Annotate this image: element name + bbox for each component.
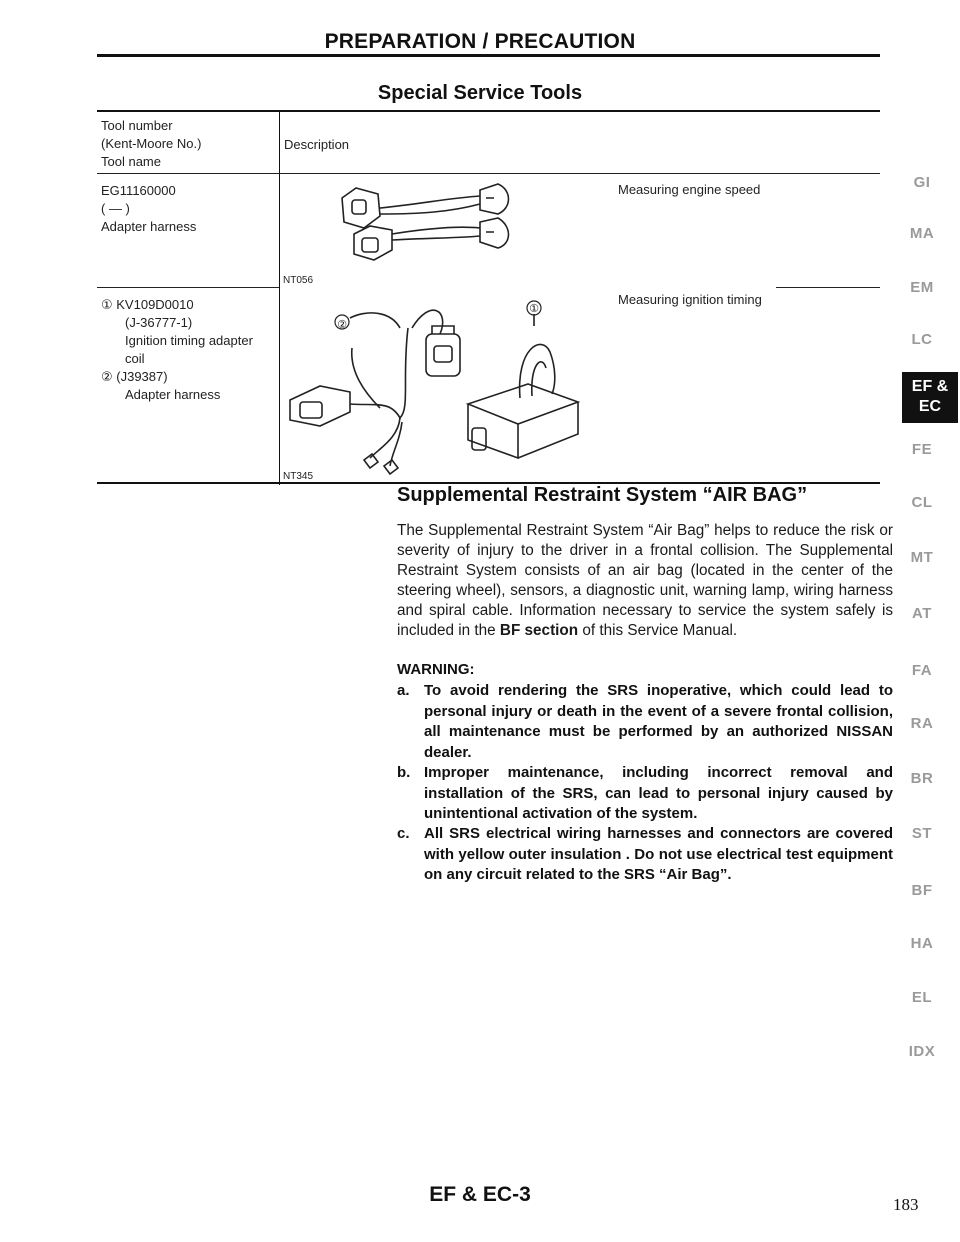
side-index-fe[interactable]: FE [911, 441, 933, 458]
table-row [101, 182, 196, 236]
side-index-lc[interactable]: LC [911, 331, 933, 348]
table-row-rule-right [776, 287, 880, 288]
airbag-section-title: Supplemental Restraint System “AIR BAG” [397, 484, 808, 506]
figure-code: NT345 [283, 471, 314, 482]
side-index-st[interactable]: ST [911, 825, 933, 842]
callout-1-label: ① [529, 303, 539, 315]
tool-number: EG11160000 [101, 183, 176, 198]
side-index-bf[interactable]: BF [911, 882, 933, 899]
footer-section-code: EF & EC-3 [429, 1183, 531, 1206]
airbag-paragraph [397, 521, 893, 641]
tool-description: Measuring engine speed [618, 182, 761, 197]
table-top-rule [97, 110, 880, 112]
side-index-idx[interactable]: IDX [908, 1043, 936, 1060]
figure-code: NT056 [283, 275, 314, 286]
kent-moore-number-2: ② (J39387) [101, 369, 168, 384]
airbag-paragraph-text: The Supplemental Restraint System “Air Bag” helps to reduce the risk or severity of injury to the driver in a frontal collision. The Supplemental Restraint System consists of an air bag (located in the center of the steering wheel), sensors, a diagnostic unit, warning lamp, wiring harness and spiral cable. Information necessary to service the system safely is included in the [397, 522, 893, 639]
page-header-title: PREPARATION / PRECAUTION [324, 30, 636, 53]
page-number: 183 [893, 1195, 919, 1214]
warning-text: All SRS electrical wiring harnesses and connectors are covered with yellow outer insulation . Do not use electrical test equipment on any circuit related to the SRS “Air Bag”. [424, 825, 893, 883]
header-tool-name: Tool name [101, 154, 161, 169]
kent-moore-number-1: (J-36777-1) [125, 315, 193, 330]
header-rule [97, 54, 880, 57]
side-index-el[interactable]: EL [911, 989, 933, 1006]
table-header-rule [97, 173, 880, 174]
active-tab-line1: EF & [911, 378, 949, 395]
header-kent-moore: (Kent-Moore No.) [101, 136, 202, 151]
table-row-rule [97, 287, 279, 288]
adapter-harness-illustration [330, 176, 530, 276]
table-row [101, 296, 253, 404]
airbag-paragraph-end: of this Service Manual. [578, 622, 738, 639]
table-header-tool [101, 117, 201, 171]
tool-name-2: Adapter harness [125, 387, 221, 402]
tool-name: Adapter harness [101, 219, 197, 234]
ignition-timing-adapter-illustration [280, 288, 580, 482]
side-index-br[interactable]: BR [910, 770, 934, 787]
side-index-ha[interactable]: HA [910, 935, 934, 952]
warning-letter: a. [397, 682, 410, 699]
warning-letter: c. [397, 825, 410, 842]
side-index-ef-ec-active[interactable] [902, 372, 958, 423]
tool-number-1: ① KV109D0010 [101, 297, 194, 312]
warning-item-b [397, 763, 893, 825]
kent-moore-number: ( — ) [101, 201, 130, 216]
side-index-cl[interactable]: CL [911, 494, 933, 511]
table-header-description: Description [284, 137, 350, 152]
side-index-ma[interactable]: MA [909, 225, 935, 242]
side-index-fa[interactable]: FA [911, 662, 933, 679]
side-index-ra[interactable]: RA [910, 715, 934, 732]
tool-name-1: Ignition timing adapter [125, 333, 253, 348]
callout-2-label: ② [337, 319, 347, 331]
section-title: Special Service Tools [377, 82, 583, 104]
side-index-em[interactable]: EM [910, 279, 934, 296]
side-index-mt[interactable]: MT [910, 549, 934, 566]
warning-text: To avoid rendering the SRS inoperative, which could lead to personal injury or death in the event of a severe frontal collision, all maintenance must be performed by an authorized NISSAN dealer. [424, 682, 893, 761]
warning-text: Improper maintenance, including incorrect removal and installation of the SRS, can lead to personal injury caused by unintentional activation of the system. [424, 764, 893, 822]
warning-item-a [397, 681, 893, 763]
side-index-gi[interactable]: GI [913, 174, 931, 191]
bf-section-ref: BF section [499, 622, 579, 639]
active-tab-line2: EC [918, 398, 942, 415]
warning-title: WARNING: [397, 661, 475, 678]
side-index-at[interactable]: AT [912, 605, 932, 622]
tool-name-1-cont: coil [125, 351, 145, 366]
tool-description: Measuring ignition timing [618, 292, 762, 307]
header-tool-number: Tool number [101, 118, 173, 133]
warning-letter: b. [397, 764, 411, 781]
warning-item-c [397, 824, 893, 886]
